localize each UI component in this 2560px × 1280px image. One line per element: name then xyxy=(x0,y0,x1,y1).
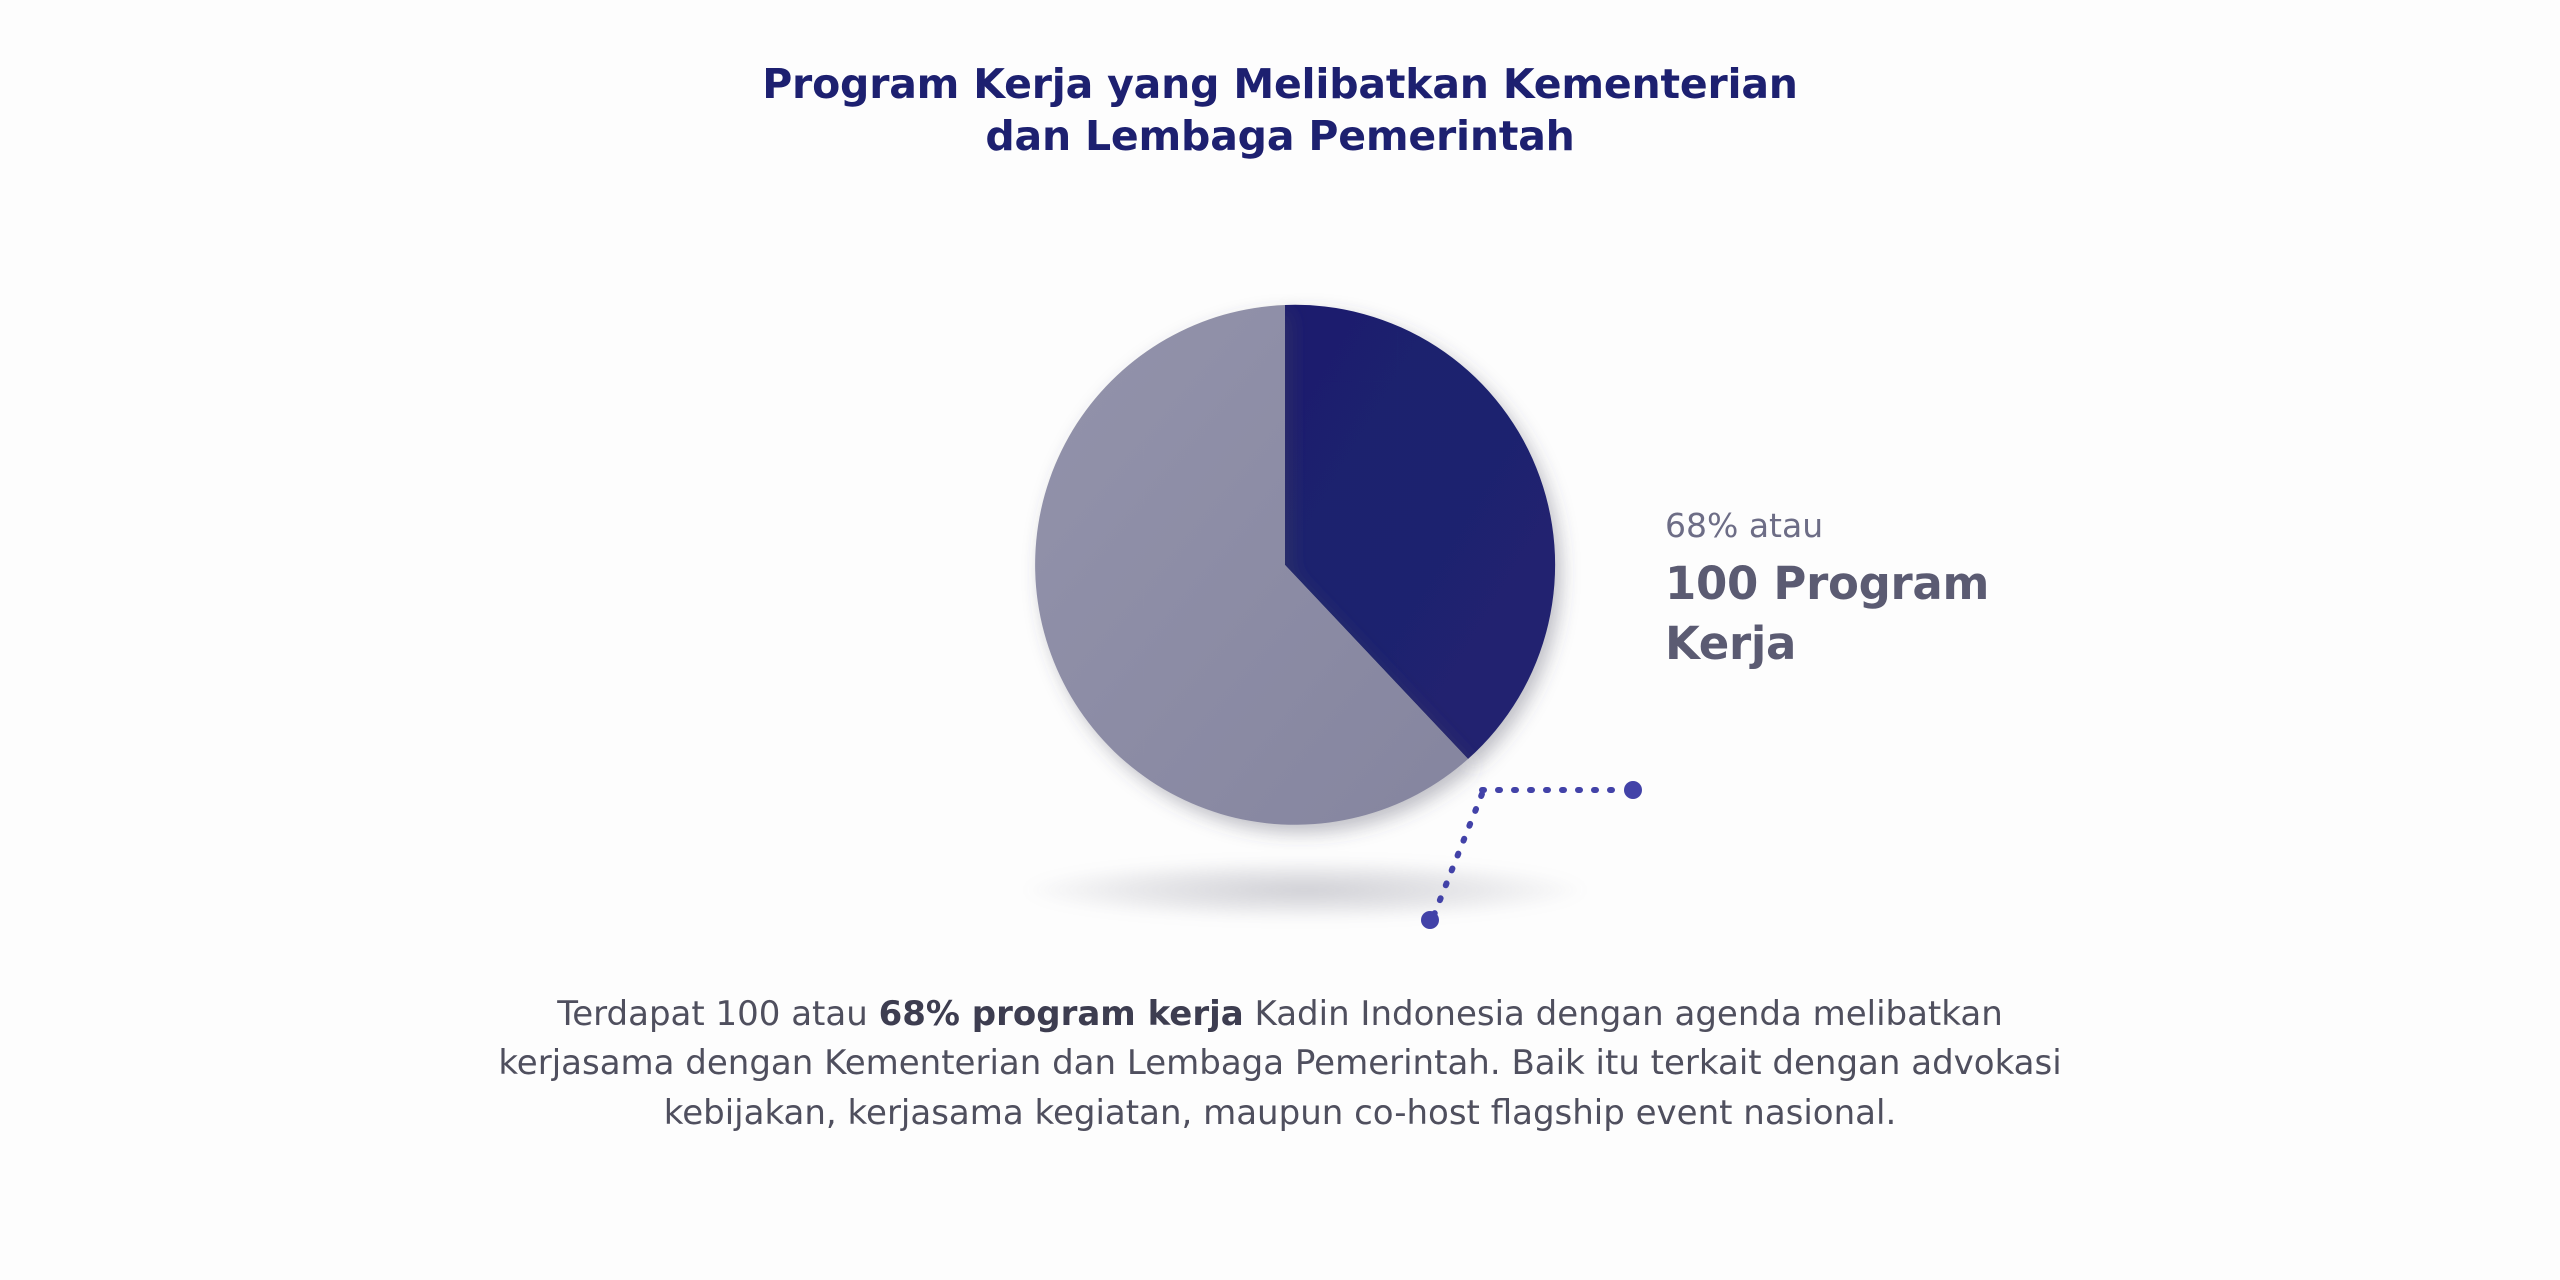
chart-caption xyxy=(470,990,2090,1138)
callout-leader-line xyxy=(1420,730,1740,960)
title-line-2: dan Lembaga Pemerintah xyxy=(985,112,1575,161)
caption-highlight: 68% program kerja xyxy=(878,994,1244,1034)
page-title xyxy=(0,58,2560,163)
title-line-1: Program Kerja yang Melibatkan Kementerian xyxy=(762,60,1798,108)
callout-label xyxy=(1665,505,2185,673)
caption-part-1: Terdapat 100 atau xyxy=(557,994,879,1034)
callout-value-line-2: Kerja xyxy=(1665,616,1797,670)
pie-chart xyxy=(0,230,2560,930)
leader-segment-diagonal xyxy=(1434,794,1482,915)
callout-percent: 68% atau xyxy=(1665,506,1824,545)
caption-part-2: Kadin Indonesia dengan agenda melibatkan kerjasama dengan Kementerian dan Lembaga Pemerintah. Baik itu terkait dengan advokasi kebijakan, kerjasama kegiatan, maupun co-host flagship event nasional. xyxy=(498,994,2062,1133)
callout-value-line-1: 100 Program xyxy=(1665,557,1990,611)
leader-dot-end xyxy=(1624,781,1642,799)
